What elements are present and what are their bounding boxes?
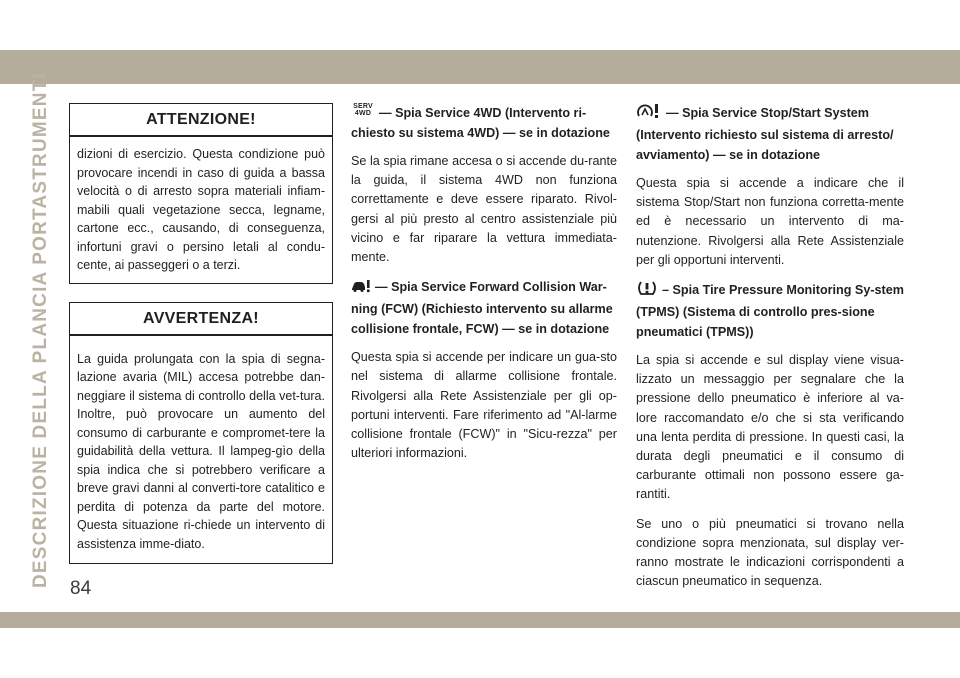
section-tpms	[636, 280, 904, 591]
tpms-heading	[636, 280, 904, 342]
avvertenza-title: AVVERTENZA!	[70, 303, 332, 336]
attenzione-title: ATTENZIONE!	[70, 104, 332, 137]
section-sidebar	[30, 72, 52, 588]
service-stop-start-heading-text: — Spia Service Stop/Start System (Intervento richiesto sul sistema di arresto/ avviamento) — se in dotazione	[636, 106, 894, 162]
service-fcw-heading	[351, 277, 617, 339]
column-left	[69, 103, 333, 564]
header-band	[0, 50, 960, 84]
service-4wd-heading-text: — Spia Service 4WD (Intervento ri-chiesto su sistema 4WD) — se in dotazione	[351, 106, 610, 140]
fcw-service-icon	[351, 279, 371, 299]
footer-band	[0, 612, 960, 628]
section-service-fcw	[351, 277, 617, 463]
section-title: DESCRIZIONE DELLA PLANCIA PORTASTRUMENTI	[30, 72, 51, 588]
service-4wd-heading	[351, 103, 617, 143]
service-stop-start-heading	[636, 103, 904, 165]
serv-4wd-icon	[351, 103, 375, 117]
section-service-stop-start	[636, 103, 904, 270]
tpms-body-1: La spia si accende e sul display viene visua-lizzato un messaggio per segnalare che la pressione dello pneumatico è inferiore al va-lore raccomandato e/o che si sta verificando una lenta perdita di pressione. In questi casi, la durata degli pneumatici e il consumo di carburante ottimali non possono essere ga-rantiti.	[636, 353, 904, 502]
tpms-heading-text: – Spia Tire Pressure Monitoring Sy-stem (TPMS) (Sistema di controllo pres-sione pneumatici (TPMS))	[636, 283, 904, 340]
service-4wd-body: Se la spia rimane accesa o si accende du-rante la guida, il sistema 4WD non funziona correttamente e deve essere riparato. Rivol-gersi al più presto al centro assistenziale più vicino e far riparare la vettura immediata-mente.	[351, 154, 617, 265]
column-right	[636, 103, 904, 601]
stop-start-service-icon	[636, 103, 662, 125]
service-fcw-body: Questa spia si accende per indicare un gua-sto nel sistema di allarme collisione frontale. Rivolgersi alla Rete Assistenziale per gli op-portuni interventi. Fare riferimento ad "Al-larme collisione frontale (FCW)" in "Sicu-rezza" per ulteriori informazioni.	[351, 350, 617, 461]
tire-pressure-icon	[636, 280, 658, 302]
section-service-4wd	[351, 103, 617, 267]
avvertenza-box	[69, 302, 333, 565]
tpms-body-2: Se uno o più pneumatici si trovano nella condizione sopra menzionata, sul display ver-ranno mostrate le indicazioni corrispondenti a ciascun pneumatico in sequenza.	[636, 516, 904, 589]
column-middle	[351, 103, 617, 473]
attenzione-box	[69, 103, 333, 284]
attenzione-body: dizioni di esercizio. Questa condizione può provocare incendi in caso di guida a bassa velocità o di arresto sopra materiali infiam-mabili quali vegetazione secca, legname, cartone ecc., causando, di conseguenza, infortuni gravi o persino letali al condu-cente, ai passeggeri o a terzi.	[77, 147, 325, 272]
service-stop-start-body: Questa spia si accende a indicare che il sistema Stop/Start non funziona corretta-mente ed è necessario un intervento di ma-nutenzione. Rivolgersi alla Rete Assistenziale per gli opportuni interventi.	[636, 176, 904, 267]
serv-4wd-icon-bottom: 4WD	[354, 110, 372, 117]
avvertenza-body: La guida prolungata con la spia di segna-lazione avaria (MIL) accesa potrebbe dan-neggiare il sistema di controllo della vet-tura. Inoltre, può provocare un aumento del consumo di carburante e compromet-tere la guidabilità della vettura. Il lampeg-gìo della spia indica che si potrebbero verificare a breve gravi danni al converti-tore catalitico e perdita di potenza da parte del motore. Questa situazione ri-chiede un intervento di assistenza imme-diato.	[77, 351, 325, 551]
service-fcw-heading-text: — Spia Service Forward Collision War-ning (FCW) (Richiesto intervento su allarme collisione frontale, FCW) — se in dotazione	[351, 280, 613, 337]
serv-4wd-icon-top: SERV	[353, 103, 373, 110]
page-number: 84	[70, 578, 92, 599]
